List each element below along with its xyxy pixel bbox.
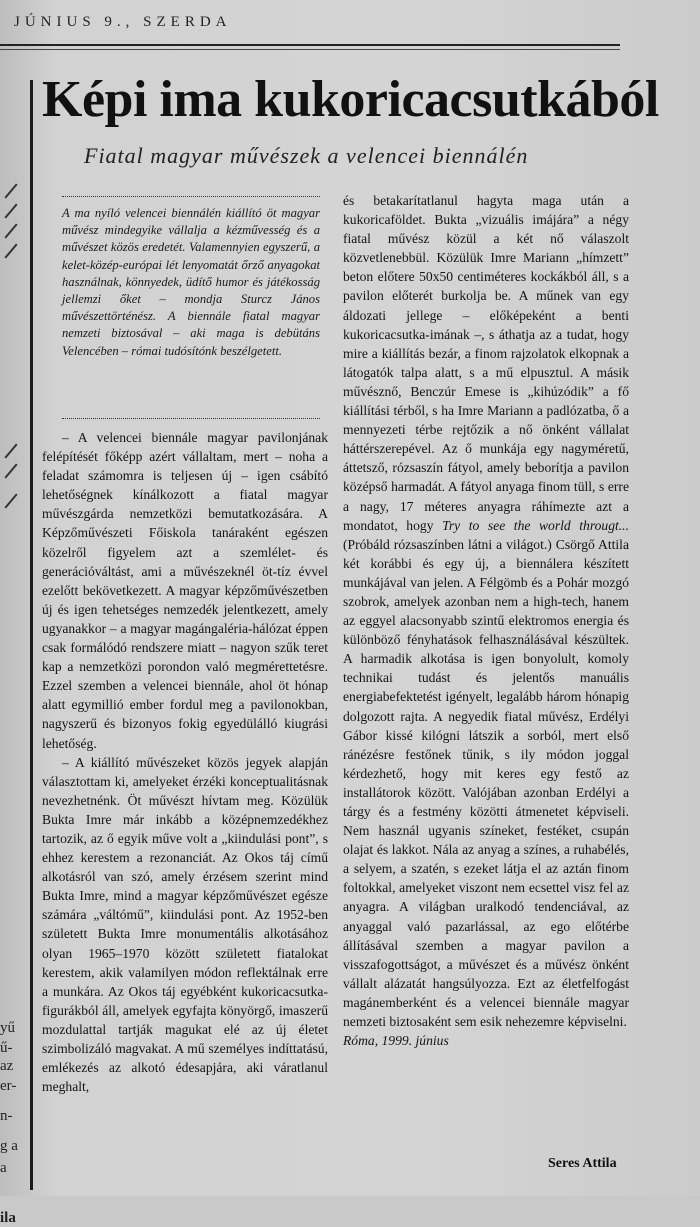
fragment-text: n-	[0, 1108, 13, 1124]
lead-top-rule	[62, 196, 320, 197]
fragment-text: a	[0, 1160, 7, 1176]
fragment-text: ila	[0, 1210, 16, 1226]
adjacent-column-fragment	[0, 60, 26, 1226]
paragraph	[343, 191, 629, 1031]
scribble-mark	[4, 243, 17, 258]
scribble-mark	[4, 223, 17, 238]
fragment-text: ű-	[0, 1040, 13, 1056]
article-dateline: Róma, 1999. június	[343, 1033, 449, 1049]
top-rule-thin	[0, 49, 620, 50]
scribble-mark	[4, 203, 17, 218]
fragment-text: g a	[0, 1138, 18, 1154]
article-lead: A ma nyíló velencei biennálén kiállító öt magyar művész mindegyike vállalja a kézművesség és a művészet közös eredetét. Valamennyien egyszerű, a kelet-közép-európai lét lenyomatát őrző anyagokat használnak, könnyedek, üdítő humor és játékosság jellemzi őket – mondja Sturcz János művészettörténész. A biennále fiatal magyar nemzeti biztosával – aki maga is debütáns Velencében – római tudósítónk beszélgetett.	[62, 206, 320, 358]
top-rule	[0, 44, 620, 46]
article-subtitle: Fiatal magyar művészek a velencei biennálén	[84, 143, 529, 168]
fragment-text: er-	[0, 1078, 17, 1094]
lead-bottom-rule	[62, 418, 320, 419]
author-signature: Seres Attila	[548, 1156, 617, 1171]
column-divider-bar	[30, 80, 33, 1190]
italic-quote: Try to see the world througt...	[442, 517, 629, 533]
scribble-mark	[4, 463, 17, 478]
article-column-2	[343, 191, 629, 1050]
paragraph: – A velencei biennále magyar pavilonjának felépítését főképp azért vállaltam, mert – noha a feladat számomra is teljesen új – igen csábító lehetőségnek kínálkozott a fiatal magyar művészgárda nemzetközi bemutatkozására. A Képzőművészeti Főiskola tanáraként egészen közelről figyelem azt a szemlélet- és generációváltást, ami a művészeknél öt-tíz évvel ezelőtt bekövetkezett. A magyar képzőművészetben új és igen tehetséges nemzedék jelentkezett, amely ugyanakkor – a magyar magángaléria-hálózat éppen csak formálódó rendszere miatt – nagyon szűk teret kap a nemzetközi porondon való megmérettetésre. Ezzel szemben a velencei biennále, ahol öt hónap alatt egymillió ember fordul meg a pavilonokban, nagyszerű és bizonyos fokig egyedülálló kiugrási lehetőség.	[42, 430, 328, 751]
page-dateline: JÚNIUS 9., SZERDA	[14, 14, 232, 30]
article-title: Képi ima kukoricacsutkából	[42, 71, 659, 128]
paragraph-text: és betakarítatlanul hagyta maga után a kukoricaföldet. Bukta „vizuális imájára” a négy fiatal művész közül a két nő válaszolt közvetlenebbül. Közülük Imre Mariann „hímzett” beton előtere 50x50 centiméteres kockákból áll, s a pavilon előterét burkolja be. A műnek van egy áldozati jellege – előképeként a benti kukoricacsutka-imának –, s áthatja az a tudat, hogy mire a kiállítás bezár, a finom rajzolatok elkopnak a látogatók talpa alatt, s a mű elpusztul. A másik művésznő, Benczúr Emese is „kihúzódik” a fő kiállítási térből, s ha Imre Mariann a padlózatba, ő a mennyezeti térbe rejtőzik a nő önként vállalat háttérszerepével. Az ő munkája egy nagyméretű, áttetsző, rózsaszín fátyol, amely beborítja a pavilon középső harmadát. A fátyol anyaga finom tüll, s erre a nagy, 17 méteres anyagra ráhímezte azt a mondatot, hogy	[343, 193, 629, 533]
scribble-mark	[4, 493, 17, 508]
fragment-text: yű	[0, 1020, 15, 1036]
article-column-1	[42, 428, 328, 1096]
scribble-mark	[4, 443, 17, 458]
scribble-mark	[4, 183, 17, 198]
paragraph-text: (Próbáld rózsaszínben látni a világot.) Csörgő Attila két korábbi és egy új, a biennálera készített munkájával van jelen. A Félgömb és a Pohár mozgó szobrok, amelyek azonban nem a high-tech, hanem az eggyel alacsonyabb szintű elektromos energia és különböző fényhatások felhasználásával készültek. A harmadik alkotása is igen bonyolult, komoly technikai tudást és jelentős manuális energiabefektetést igényelt, legalább három hónapig dolgozott rajta. A negyedik fiatal művész, Erdélyi Gábor kissé kilógni látszik a sorból, mert első ránézésre festőnek tűnik, s ily módon joggal kérdezhető, hogy mit keres egy festő az installátorok között. Valójában azonban Erdélyi a tárgy és a festmény közötti átmenetet képviseli. Nem használ ugyanis színeket, festéket, csupán olajat és lakkot. Nála az anyag a színes, a ruhabélés, a selyem, a szatén, s ezeket látja el az aztán finom foltokkal, amelyeket viszont nem ecsettel visz fel az anyagra. A világban uralkodó tendenciával, az anyaggal való pazarlással, az ego előtérbe állításával szemben a magyar pavilon a visszafogottságot, a művészet és a művész önként vállalt alázatát hangsúlyozza. Ezt az életfelfogást magánemberként és a velencei biennále magyar nemzeti biztosaként sem esik nehezemre képviselni.	[343, 536, 629, 1030]
fragment-text: az	[0, 1058, 14, 1074]
paragraph: – A kiállító művészeket közös jegyek alapján választottam ki, amelyeket érzéki konceptualitásnak nevezhetnénk. Öt művészt hívtam meg. Közülük Bukta Imre már inkább a középnemzedékhez tartozik, az ő egyik műve volt a „kiindulási pont”, s ehhez kerestem a rezonanciát. Az Okos táj című alkotásról van szó, amely érzésem szerint mind Bukta Imre, mind a magyar képzőművészet egésze számára „váltómű”, kiindulási pont. Az 1952-ben született Bukta Imre monumentális alkotásához olyan 1965–1970 között született fiatalokat kerestem, akik valamilyen módon reflektálnak erre a munkára. Az Okos táj egyébként kukoricacsutka-figurákból áll, amelyek egyfajta könyörgő, imaszerű mozdulattal tartják magukat elé az új életet szimbolizáló magvakat. A mű személyes indíttatású, emlékezés az alkotó édesapjára, aki váratlanul meghalt,	[42, 754, 328, 1095]
